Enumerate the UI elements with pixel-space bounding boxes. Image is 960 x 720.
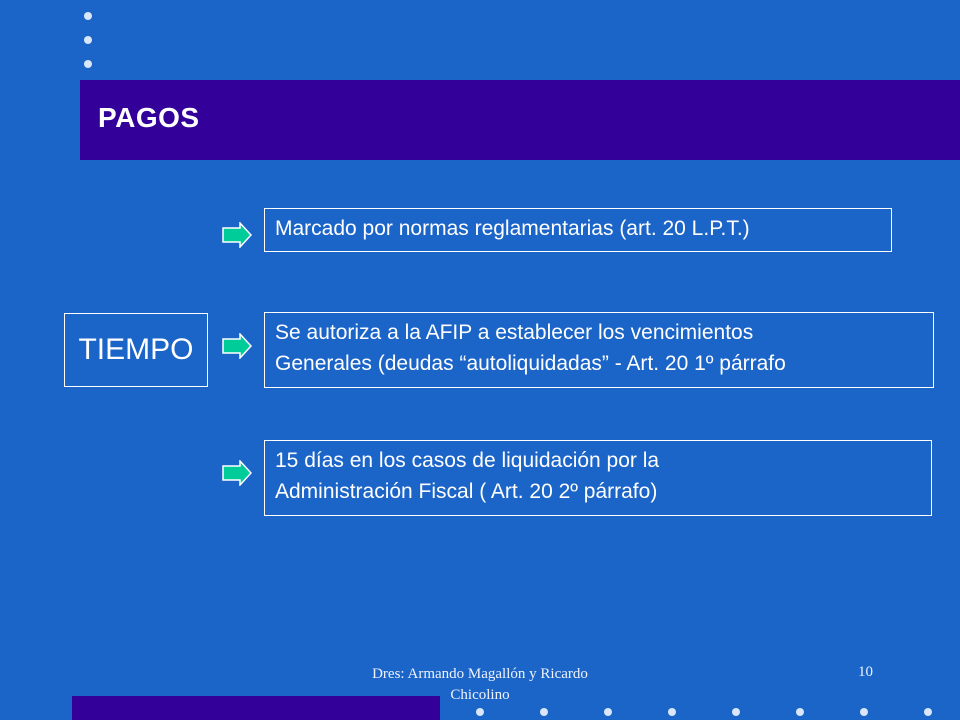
decorative-dot xyxy=(476,708,484,716)
item-box-15-dias xyxy=(264,440,932,516)
item-text-line2: Generales (deudas “autoliquidadas” - Art. 20 1º párrafo xyxy=(275,352,786,375)
decorative-dot xyxy=(732,708,740,716)
page-number: 10 xyxy=(858,664,873,680)
item-text-line1: 15 días en los casos de liquidación por la xyxy=(275,449,660,472)
decorative-dot xyxy=(604,708,612,716)
decorative-dot xyxy=(860,708,868,716)
topic-box: TIEMPO xyxy=(64,313,208,387)
decorative-dot xyxy=(84,60,92,68)
arrow-right-icon xyxy=(222,333,252,359)
arrow-right-icon xyxy=(222,460,252,486)
item-text-line1: Se autoriza a la AFIP a establecer los vencimientos xyxy=(275,321,754,344)
item-box-afip xyxy=(264,312,934,388)
arrow-right-icon xyxy=(222,222,252,248)
decorative-dot xyxy=(84,12,92,20)
item-box-normas xyxy=(264,208,892,252)
slide-title: PAGOS xyxy=(98,102,200,133)
footer-author xyxy=(330,664,630,706)
title-bar xyxy=(80,80,960,160)
item-text: Marcado por normas reglamentarias (art. 20 L.P.T.) xyxy=(275,217,750,240)
decorative-dot xyxy=(540,708,548,716)
item-text-line2: Administración Fiscal ( Art. 20 2º párrafo) xyxy=(275,480,658,503)
decorative-dot xyxy=(924,708,932,716)
footer-author-line1: Dres: Armando Magallón y Ricardo xyxy=(372,666,588,682)
decorative-dot xyxy=(668,708,676,716)
decorative-dot xyxy=(84,36,92,44)
decorative-dot xyxy=(796,708,804,716)
footer-author-line2: Chicolino xyxy=(450,687,510,703)
